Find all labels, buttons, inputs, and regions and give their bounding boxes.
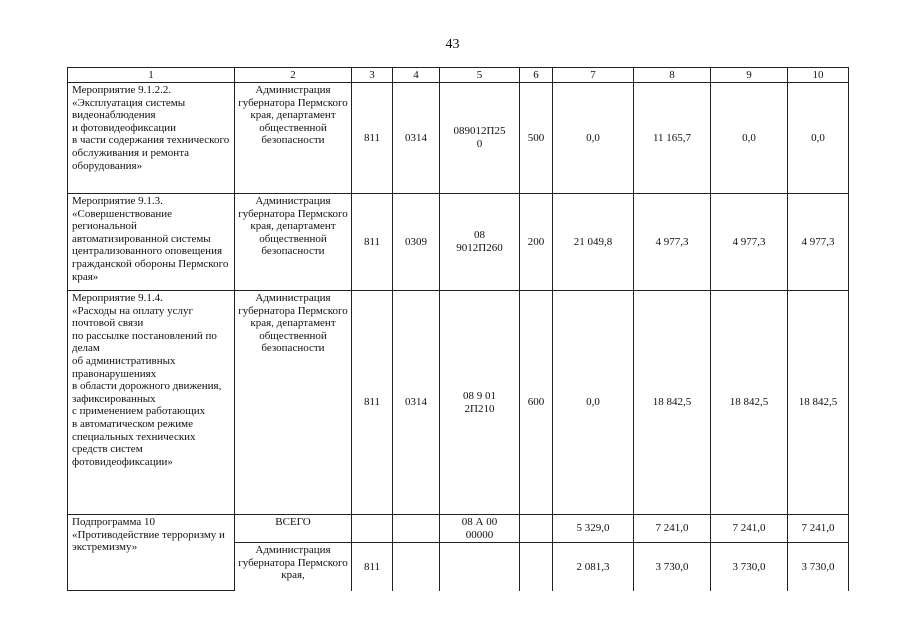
cell-csr: 08 9012П260 xyxy=(440,194,520,291)
cell-grbs: 811 xyxy=(352,543,393,591)
cell-value: 4 977,3 xyxy=(711,194,788,291)
table-row xyxy=(68,515,849,543)
budget-table xyxy=(67,67,849,591)
column-number-row xyxy=(68,68,849,83)
cell-value: 0,0 xyxy=(788,83,849,194)
activity-name: Мероприятие 9.1.4. «Расходы на оплату услуг почтовой связи по рассылке постановлений по делам об административных правонарушениях в области дорожного движения, зафиксированных с применением работающих в автоматическом режиме специальных технических средств систем фотовидеофиксации» xyxy=(68,291,235,515)
cell-value: 11 165,7 xyxy=(634,83,711,194)
cell-csr: 08 9 01 2П210 xyxy=(440,291,520,515)
total-label: ВСЕГО xyxy=(235,515,352,543)
cell-value: 7 241,0 xyxy=(788,515,849,543)
cell-grbs: 811 xyxy=(352,194,393,291)
cell-value: 18 842,5 xyxy=(711,291,788,515)
column-header: 10 xyxy=(788,68,849,83)
cell-rzpr xyxy=(393,515,440,543)
cell-value: 5 329,0 xyxy=(553,515,634,543)
cell-rzpr: 0314 xyxy=(393,83,440,194)
table-row xyxy=(68,83,849,194)
column-header: 3 xyxy=(352,68,393,83)
cell-value: 7 241,0 xyxy=(711,515,788,543)
cell-vr: 600 xyxy=(520,291,553,515)
cell-value: 0,0 xyxy=(711,83,788,194)
column-header: 1 xyxy=(68,68,235,83)
cell-grbs: 811 xyxy=(352,83,393,194)
responsible-executor: Администрация губернатора Пермского края, департамент общественной безопасности xyxy=(235,194,352,291)
subprogram-name: Подпрограмма 10 «Противодействие терроризму и экстремизму» xyxy=(68,515,235,591)
cell-value: 3 730,0 xyxy=(788,543,849,591)
cell-value: 4 977,3 xyxy=(788,194,849,291)
column-header: 6 xyxy=(520,68,553,83)
cell-value: 18 842,5 xyxy=(634,291,711,515)
cell-vr: 500 xyxy=(520,83,553,194)
page-number: 43 xyxy=(445,37,460,52)
column-header: 7 xyxy=(553,68,634,83)
activity-name: Мероприятие 9.1.3. «Совершенствование региональной автоматизированной системы централизованного оповещения гражданской обороны Пермского края» xyxy=(68,194,235,291)
cell-value: 0,0 xyxy=(553,83,634,194)
cell-value: 2 081,3 xyxy=(553,543,634,591)
column-header: 2 xyxy=(235,68,352,83)
cell-value: 3 730,0 xyxy=(634,543,711,591)
activity-name: Мероприятие 9.1.2.2. «Эксплуатация системы видеонаблюдения и фотовидеофиксации в части содержания технического обслуживания и ремонта оборудования» xyxy=(68,83,235,194)
cell-grbs: 811 xyxy=(352,291,393,515)
cell-vr xyxy=(520,543,553,591)
responsible-executor: Администрация губернатора Пермского края, xyxy=(235,543,352,591)
cell-value: 0,0 xyxy=(553,291,634,515)
cell-rzpr: 0309 xyxy=(393,194,440,291)
cell-csr: 08 А 00 00000 xyxy=(440,515,520,543)
cell-csr: 089012П25 0 xyxy=(440,83,520,194)
column-header: 4 xyxy=(393,68,440,83)
column-header: 5 xyxy=(440,68,520,83)
responsible-executor: Администрация губернатора Пермского края, департамент общественной безопасности xyxy=(235,291,352,515)
cell-vr xyxy=(520,515,553,543)
cell-rzpr xyxy=(393,543,440,591)
cell-value: 18 842,5 xyxy=(788,291,849,515)
cell-rzpr: 0314 xyxy=(393,291,440,515)
cell-value: 7 241,0 xyxy=(634,515,711,543)
cell-csr xyxy=(440,543,520,591)
cell-value: 4 977,3 xyxy=(634,194,711,291)
responsible-executor: Администрация губернатора Пермского края, департамент общественной безопасности xyxy=(235,83,352,194)
column-header: 8 xyxy=(634,68,711,83)
cell-vr: 200 xyxy=(520,194,553,291)
table-row xyxy=(68,194,849,291)
cell-value: 3 730,0 xyxy=(711,543,788,591)
cell-grbs xyxy=(352,515,393,543)
cell-value: 21 049,8 xyxy=(553,194,634,291)
column-header: 9 xyxy=(711,68,788,83)
table-row xyxy=(68,291,849,515)
